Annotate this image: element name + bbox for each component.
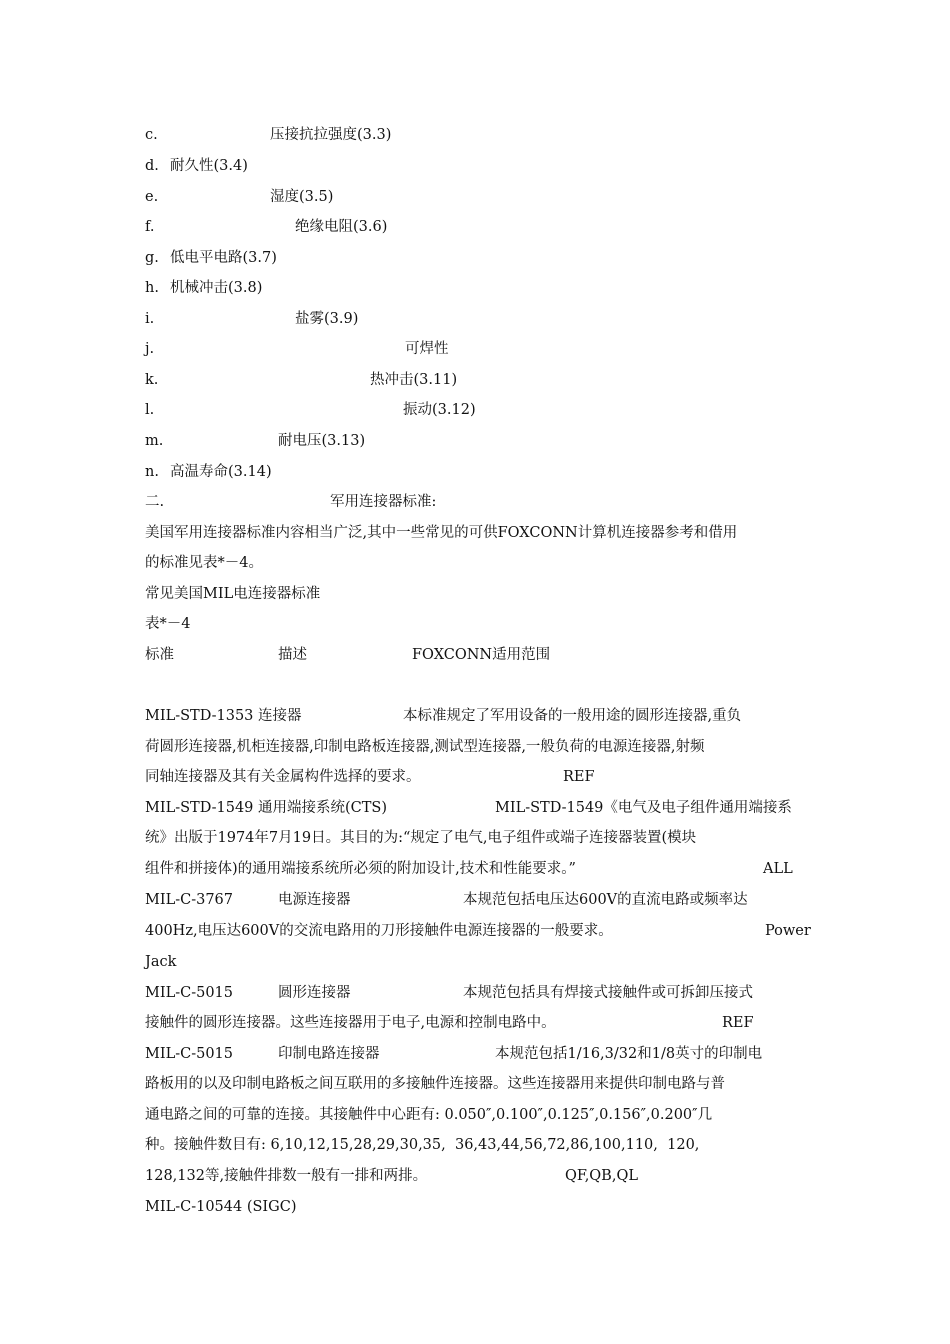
entry-description: 400Hz,电压达600V的交流电路用的刀形接触件电源连接器的一般要求。 <box>145 923 613 939</box>
entry-line <box>145 947 815 978</box>
entry-description: 接触件的圆形连接器。这些连接器用于电子,电源和控制电路中。 <box>145 1015 556 1031</box>
entry-title: 圆形连接器 <box>278 985 351 1001</box>
entry-description: 组件和拼接体)的通用端接系统所必须的附加设计,技术和性能要求。” <box>145 861 576 877</box>
entry-line <box>145 1039 815 1070</box>
entry-description: 本规范包括具有焊接式接触件或可拆卸压接式 <box>463 985 753 1001</box>
list-item-i <box>145 304 815 335</box>
entry-scope: REF <box>563 769 595 785</box>
entry-line <box>145 1192 815 1223</box>
entry-line <box>145 732 815 763</box>
entry-scope: REF <box>722 1015 754 1031</box>
intro-line-1 <box>145 518 815 549</box>
entry-description: 路板用的以及印制电路板之间互联用的多接触件连接器。这些连接器用来提供印制电路与普 <box>145 1076 725 1092</box>
list-item-j <box>145 334 815 365</box>
list-text: 绝缘电阻(3.6) <box>295 219 388 235</box>
entry-line <box>145 885 815 916</box>
table-header-row <box>145 640 815 671</box>
list-label: m. <box>145 433 164 449</box>
list-label: d. <box>145 158 159 174</box>
entry-description: 本规范包括1/16,3/32和1/8英寸的印制电 <box>495 1046 763 1062</box>
list-item-l <box>145 395 815 426</box>
section-number: 二. <box>145 494 165 510</box>
list-item-c <box>145 120 815 151</box>
entry-line <box>145 1100 815 1131</box>
list-text: 耐电压(3.13) <box>278 433 366 449</box>
list-text: 振动(3.12) <box>403 402 476 418</box>
entry-line <box>145 978 815 1009</box>
entry-description: 统》出版于1974年7月19日。其目的为:“规定了电气,电子组件或端子连接器装置(模块 <box>145 830 697 846</box>
list-label: k. <box>145 372 159 388</box>
list-text: 耐久性(3.4) <box>170 158 248 174</box>
list-text: 压接抗拉强度(3.3) <box>270 127 392 143</box>
header-scope: FOXCONN适用范围 <box>412 647 551 663</box>
entry-description: 荷圆形连接器,机柜连接器,印制电路板连接器,测试型连接器,一般负荷的电源连接器,射频 <box>145 739 705 755</box>
entry-line <box>145 793 815 824</box>
list-text: 热冲击(3.11) <box>370 372 458 388</box>
list-item-e <box>145 182 815 213</box>
list-item-n <box>145 457 815 488</box>
list-label: c. <box>145 127 158 143</box>
intro-text: 美国军用连接器标准内容相当广泛,其中一些常见的可供FOXCONN计算机连接器参考和借用 <box>145 525 738 541</box>
entry-title: 印制电路连接器 <box>278 1046 380 1062</box>
entry-scope: ALL <box>763 861 793 877</box>
list-item-f <box>145 212 815 243</box>
entry-title: 电源连接器 <box>278 892 351 908</box>
entry-scope: Jack <box>145 954 177 970</box>
entry-line <box>145 854 815 885</box>
entry-line <box>145 701 815 732</box>
entry-line <box>145 1069 815 1100</box>
entry-line <box>145 1008 815 1039</box>
entry-description: 通电路之间的可靠的连接。其接触件中心距有: 0.050″,0.100″,0.125″,0.156″,0.200″几 <box>145 1107 713 1123</box>
entry-description: MIL-STD-1549《电气及电子组件通用端接系 <box>495 800 792 816</box>
entry-line <box>145 762 815 793</box>
list-label: f. <box>145 219 155 235</box>
list-item-g <box>145 243 815 274</box>
entry-line <box>145 1161 815 1192</box>
list-text: 高温寿命(3.14) <box>170 464 272 480</box>
list-label: e. <box>145 189 159 205</box>
list-label: g. <box>145 250 159 266</box>
table-caption: 常见美国MIL电连接器标准 <box>145 586 321 602</box>
section-heading <box>145 487 815 518</box>
entry-standard: MIL-STD-1549 通用端接系统(CTS) <box>145 800 388 816</box>
table-number: 表*－4 <box>145 616 191 632</box>
list-text: 机械冲击(3.8) <box>170 280 263 296</box>
list-label: l. <box>145 402 155 418</box>
list-label: n. <box>145 464 159 480</box>
entry-description: 种。接触件数目有: 6,10,12,15,28,29,30,35, 36,43,44,56,72,86,100,110, 120, <box>145 1137 700 1153</box>
list-text: 盐雾(3.9) <box>295 311 359 327</box>
intro-line-2 <box>145 548 815 579</box>
header-standard: 标准 <box>145 647 174 663</box>
entry-description: 本标准规定了军用设备的一般用途的圆形连接器,重负 <box>403 708 742 724</box>
list-text: 可焊性 <box>405 341 449 357</box>
list-label: j. <box>145 341 155 357</box>
entry-description: 128,132等,接触件排数一般有一排和两排。 <box>145 1168 428 1184</box>
section-title: 军用连接器标准: <box>330 494 437 510</box>
entry-standard: MIL-C-5015 <box>145 985 233 1001</box>
list-text: 低电平电路(3.7) <box>170 250 277 266</box>
list-item-k <box>145 365 815 396</box>
entry-line <box>145 916 815 947</box>
list-item-m <box>145 426 815 457</box>
entry-scope: QF,QB,QL <box>565 1168 638 1184</box>
entry-description: 同轴连接器及其有关金属构件选择的要求。 <box>145 769 421 785</box>
header-description: 描述 <box>278 647 307 663</box>
list-label: h. <box>145 280 159 296</box>
intro-text: 的标准见表*－4。 <box>145 555 263 571</box>
entry-line <box>145 823 815 854</box>
list-label: i. <box>145 311 155 327</box>
entry-line <box>145 1130 815 1161</box>
entry-standard: MIL-C-3767 <box>145 892 233 908</box>
entry-standard: MIL-C-5015 <box>145 1046 233 1062</box>
list-item-d <box>145 151 815 182</box>
entry-standard: MIL-C-10544 (SIGC) <box>145 1199 297 1215</box>
entry-standard: MIL-STD-1353 连接器 <box>145 708 302 724</box>
entry-description: 本规范包括电压达600V的直流电路或频率达 <box>463 892 748 908</box>
entry-scope: Power <box>765 923 811 939</box>
list-item-h <box>145 273 815 304</box>
list-text: 湿度(3.5) <box>270 189 334 205</box>
